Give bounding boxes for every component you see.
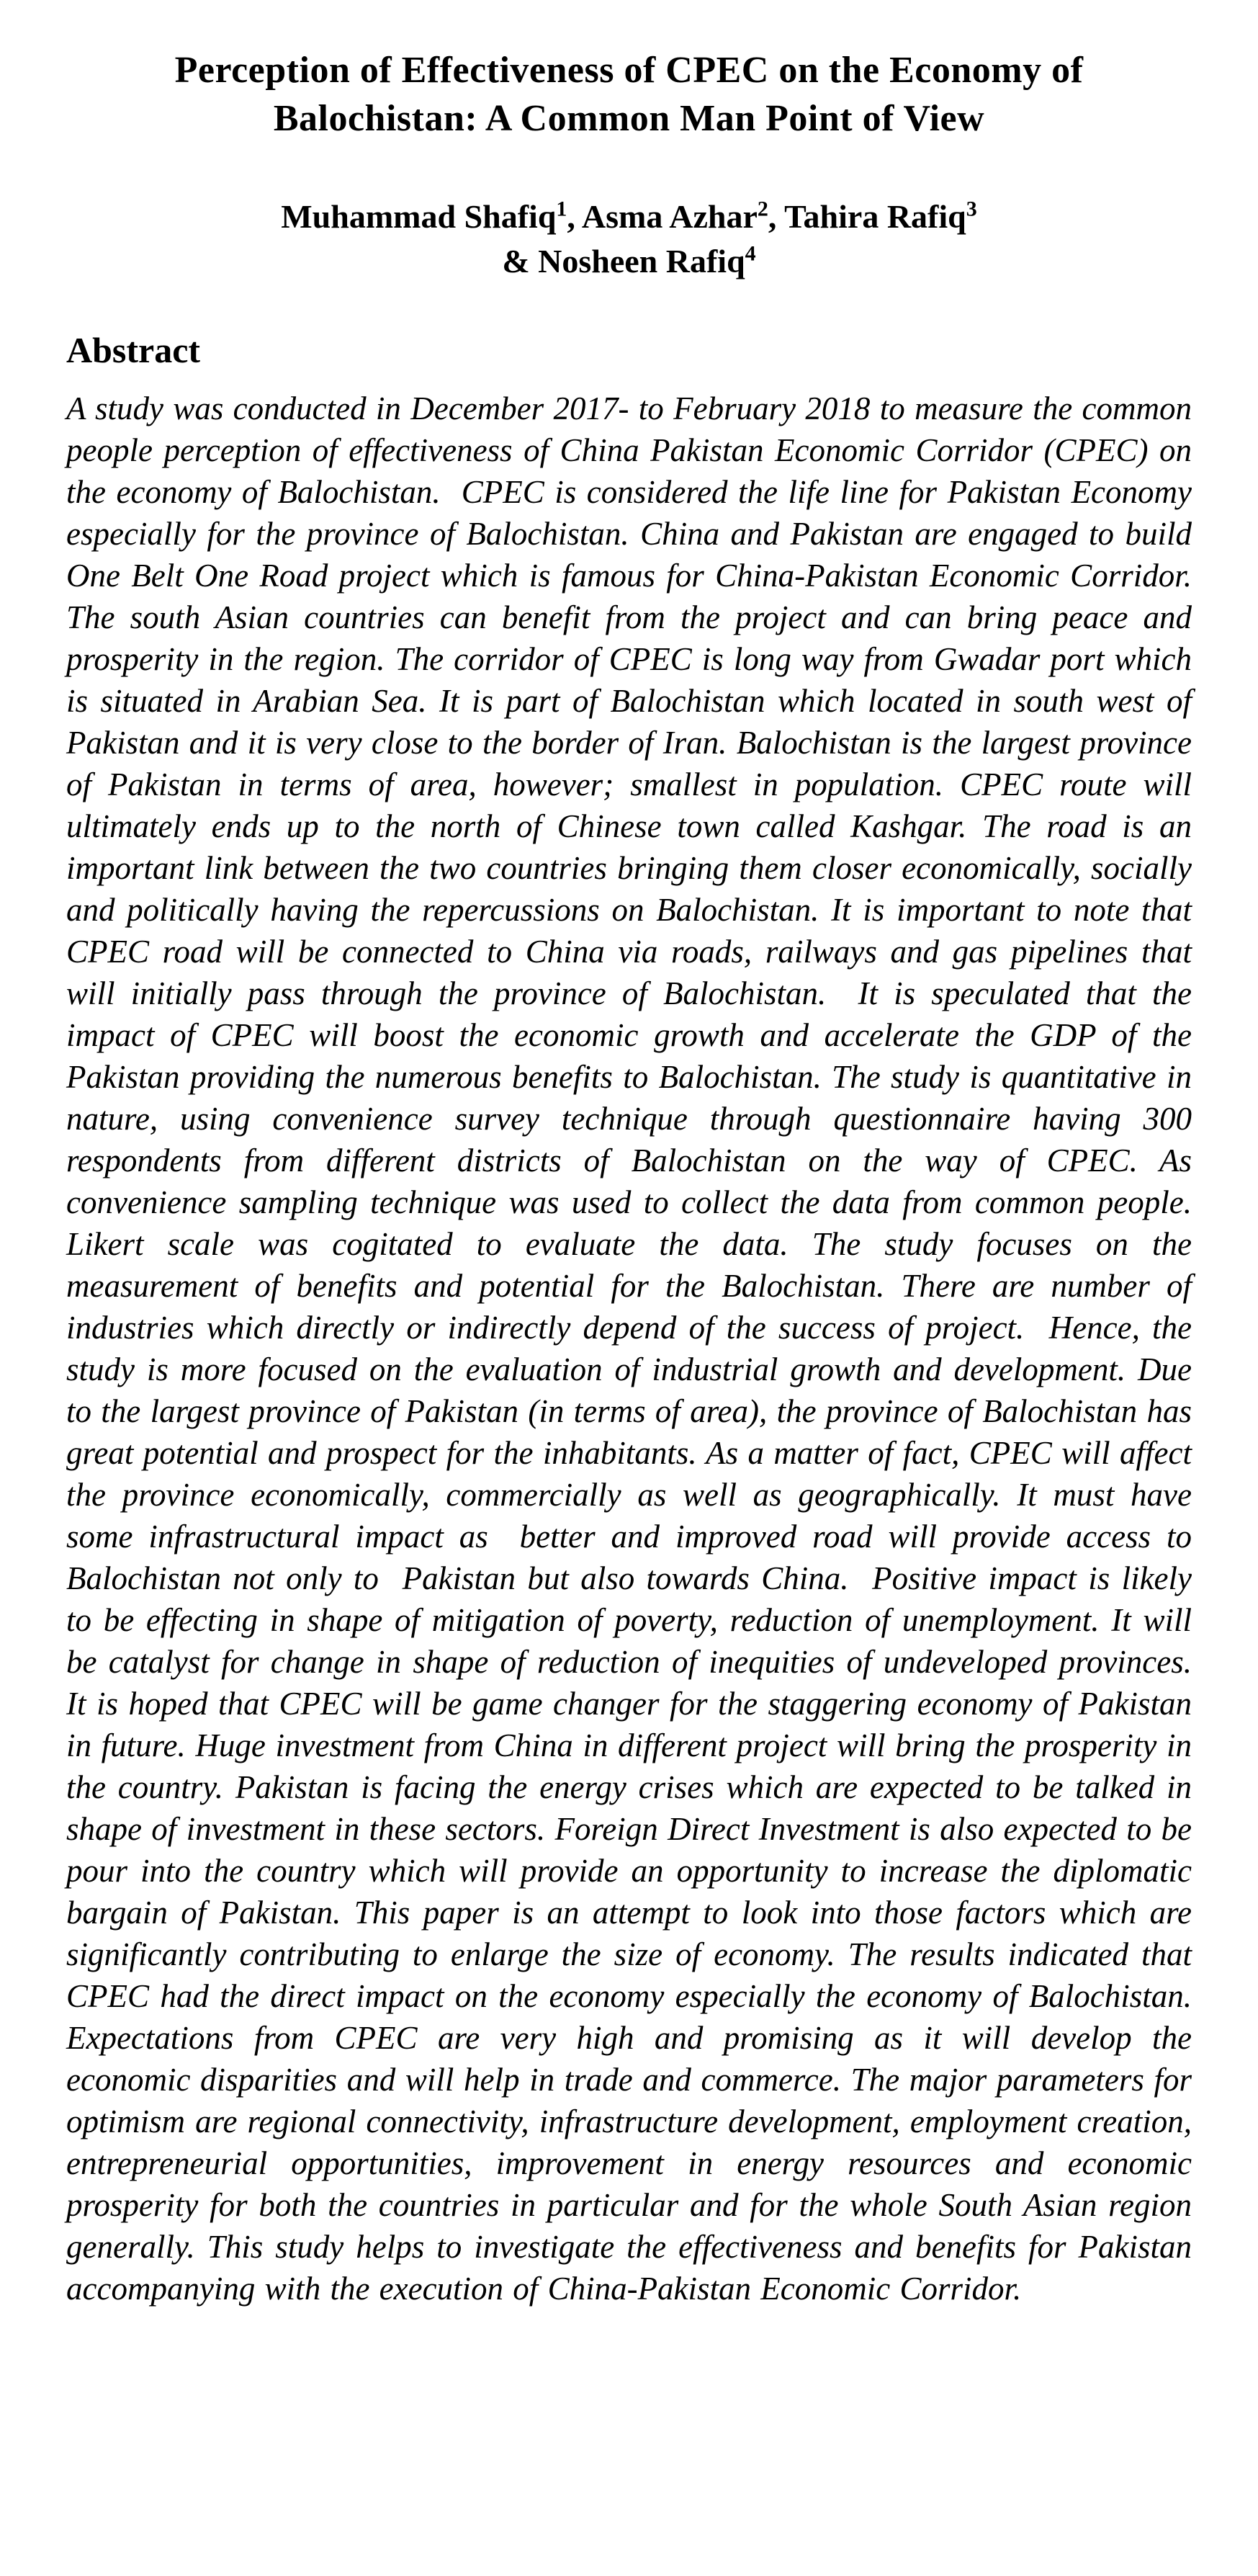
abstract-text: A study was conducted in December 2017- to February 2018 to measure the common people perception of effectiveness of China Pakistan Economic Corridor (CPEC) on the economy of Balochistan. CPEC is considered the life line for Pakistan Economy especially for the province of Balochistan. China and Pakistan are engaged to build One Belt One Road project which is famous for China-Pakistan Economic Corridor. The south Asian countries can benefit from the project and can bring peace and prosperity in the region. The corridor of CPEC is long way from Gwadar port which is situated in Arabian Sea. It is part of Balochistan which located in south west of Pakistan and it is very close to the border of Iran. Balochistan is the largest province of Pakistan in terms of area, however; smallest in population. CPEC route will ultimately ends up to the north of Chinese town called Kashgar. The road is an important link between the two countries bringing them closer economically, socially and politically having the repercussions on Balochistan. It is important to note that CPEC road will be connected to China via roads, railways and gas pipelines that will initially pass through the province of Balochistan. It is speculated that the impact of CPEC will boost the economic growth and accelerate the GDP of the Pakistan providing the numerous benefits to Balochistan. The study is quantitative in nature, using convenience survey technique through questionnaire having 300 respondents from different districts of Balochistan on the way of CPEC. As convenience sampling technique was used to collect the data from common people. Likert scale was cogitated to evaluate the data. The study focuses on the measurement of benefits and potential for the Balochistan. There are number of industries which directly or indirectly depend of the success of project. Hence, the study is more focused on the evaluation of industrial growth and development. Due to the largest province of Pakistan (in terms of area), the province of Balochistan has great potential and prospect for the inhabitants. As a matter of fact, CPEC will affect the province economically, commercially as well as geographically. It must have some infrastructural impact as better and improved road will provide access to Balochistan not only to Pakistan but also towards China. Positive impact is likely to be effecting in shape of mitigation of poverty, reduction of unemployment. It will be catalyst for change in shape of reduction of inequities of undeveloped provinces. It is hoped that CPEC will be game changer for the staggering economy of Pakistan in future. Huge investment from China in different project will bring the prosperity in the country. Pakistan is facing the energy crises which are expected to be talked in shape of investment in these sectors. Foreign Direct Investment is also expected to be pour into the country which will provide an opportunity to increase the diplomatic bargain of Pakistan. This paper is an attempt to look into those factors which are significantly contributing to enlarge the size of economy. The results indicated that CPEC had the direct impact on the economy especially the economy of Balochistan. Expectations from CPEC are very high and promising as it will develop the economic disparities and will help in trade and commerce. The major parameters for optimism are regional connectivity, infrastructure development, employment creation, entrepreneurial opportunities, improvement in energy resources and economic prosperity for both the countries in particular and for the whole South Asian region generally. This study helps to investigate the effectiveness and benefits for Pakistan accompanying with the execution of China-Pakistan Economic Corridor. bbox=[66, 390, 1211, 2307]
paper-title-line-2: Balochistan: A Common Man Point of View bbox=[273, 98, 985, 139]
author-affiliation-sup-2: 2 bbox=[757, 197, 768, 221]
author-name-4: & Nosheen Rafiq bbox=[502, 243, 745, 279]
paper-title-line-1: Perception of Effectiveness of CPEC on the Economy of bbox=[174, 50, 1084, 91]
author-affiliation-sup-4: 4 bbox=[745, 241, 756, 266]
author-name-2: , Asma Azhar bbox=[567, 198, 758, 235]
author-name-3: , Tahira Rafiq bbox=[768, 198, 966, 235]
authors-line-1 bbox=[66, 194, 1192, 239]
authors-line-2 bbox=[66, 239, 1192, 284]
author-affiliation-sup-3: 3 bbox=[966, 197, 977, 221]
authors-block bbox=[66, 194, 1192, 284]
abstract-heading: Abstract bbox=[66, 330, 201, 370]
author-name-1: Muhammad Shafiq bbox=[281, 198, 557, 235]
paper-title bbox=[66, 46, 1192, 143]
author-affiliation-sup-1: 1 bbox=[556, 197, 567, 221]
